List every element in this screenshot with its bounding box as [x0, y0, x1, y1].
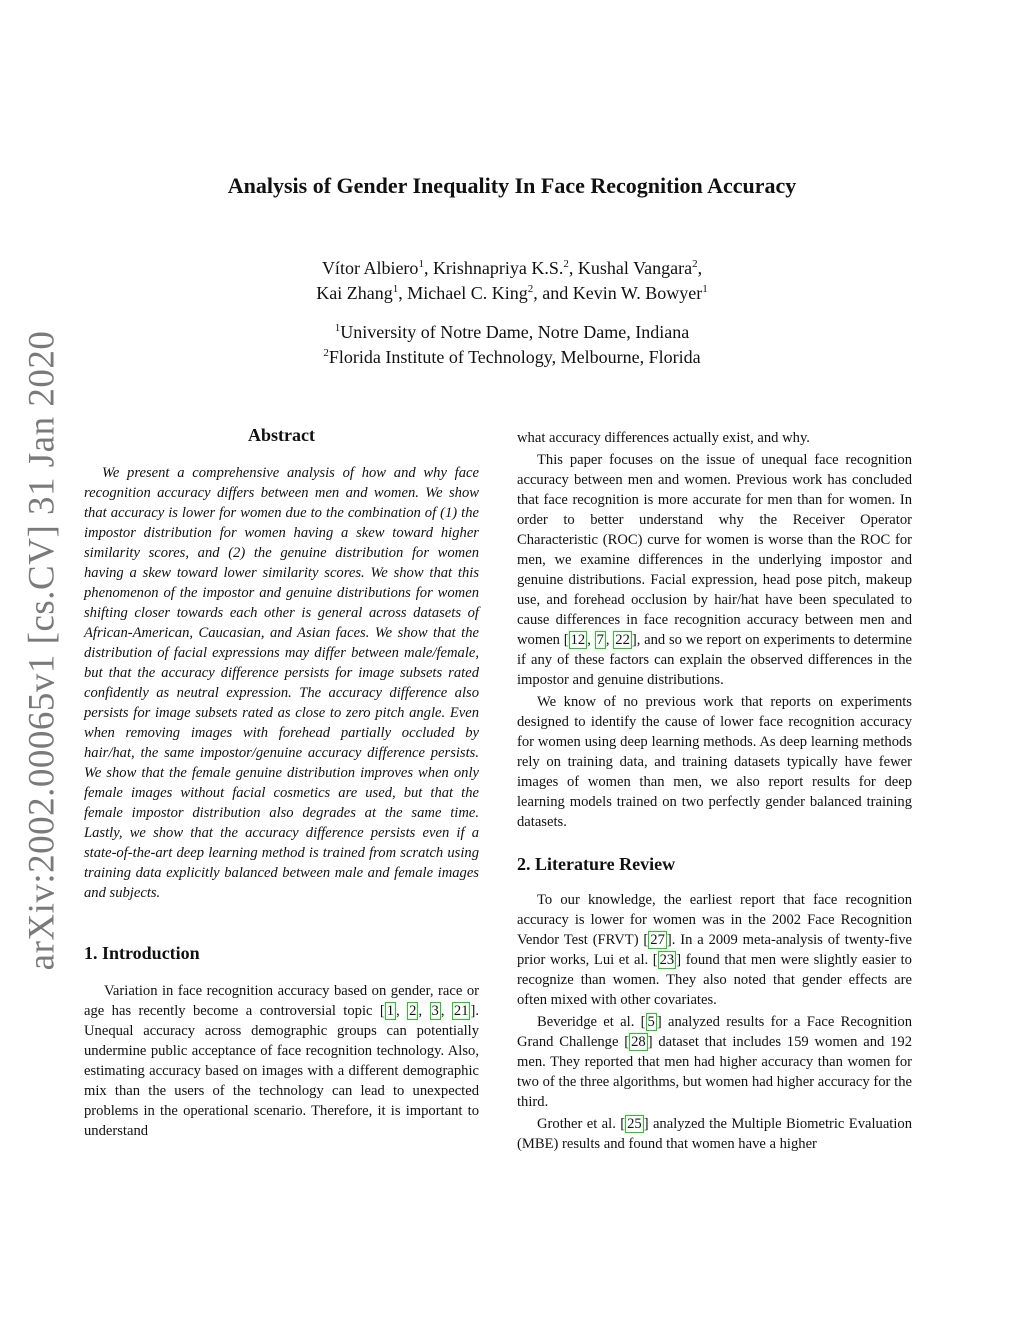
- intro-paragraph-2: This paper focuses on the issue of unequal face recognition accuracy between men and women. Previous work has concluded that face recognition is more accurate for men than for women. In order to better understand why the Receiver Operator Characteristic (ROC) curve for women is worse than the ROC for men, we examine differences in the underlying impostor and genuine distributions. Facial expression, head pose pitch, makeup use, and forehead occlusion by hair/hat have been speculated to cause differences in face recognition accuracy between men and women [ 12 , 7 , 22 ], and so we report on experiments to determine if any of these factors can explain the observed differences in the impostor and genuine distributions.: [517, 452, 912, 688]
- citation-link[interactable]: 5: [647, 1014, 655, 1030]
- affiliation-list: [0, 320, 1024, 370]
- author-line-2: [0, 281, 1024, 306]
- paragraph-text: ] found that men were slightly easier to recognize than women. They also noted that gender effects are often mixed with other covariates.: [517, 952, 912, 1008]
- section-heading-literature-review: 2. Literature Review: [517, 854, 676, 874]
- abstract-text: We present a comprehensive analysis of how and why face recognition accuracy differs between men and women. We show that accuracy is lower for women due to the combination of (1) the impostor distribution for women having a skew toward higher similarity scores, and (2) the genuine distribution for women having a skew toward lower similarity scores. We show that this phenomenon of the impostor and genuine distributions for women shifting closer towards each other is general across datasets of African-American, Caucasian, and Asian faces. We show that the distribution of facial expressions may differ between male/female, but that the accuracy difference persists for image subsets rated confidently as neutral expression. The accuracy difference also persists for image subsets rated as close to zero pitch angle. Even when removing images with forehead partially occluded by hair/hat, the same impostor/genuine accuracy difference persists. We show that the female genuine distribution improves when only female images without facial cosmetics are used, but that the female impostor distribution also degrades at the same time. Lastly, we show that the accuracy difference persists even if a state-of-the-art deep learning method is trained from scratch using training data explicitly balanced between male and female images and subjects.: [84, 465, 479, 901]
- arxiv-identifier-stamp: [21, 330, 63, 970]
- literature-paragraph-3: [517, 1114, 912, 1154]
- affil-text: Florida Institute of Technology, Melbourne, Florida: [328, 347, 701, 367]
- citation-link[interactable]: 28: [631, 1034, 646, 1050]
- left-column: [84, 425, 479, 1143]
- paragraph-text: This paper focuses on the issue of unequal face recognition accuracy between men and women. Previous work has concluded that face recognition is more accurate for men than for women. In order to better understand why the Receiver Operator Characteristic (ROC) curve for women is worse than the ROC for men, we examine differences in the underlying impostor and genuine distributions. Facial expression, head pose pitch, makeup use, and forehead occlusion by hair/hat have been speculated to cause differences in face recognition accuracy between men and women [: [517, 452, 912, 648]
- author-affil-mark: 1: [418, 258, 424, 270]
- citation-link[interactable]: 12: [570, 632, 586, 648]
- paper-title: Analysis of Gender Inequality In Face Recognition Accuracy: [227, 173, 797, 198]
- paragraph-text: ] dataset that includes 159 women and 192 men. They reported that men had higher accuracy than women for two of the three algorithms, but women had higher accuracy for the third.: [517, 1034, 913, 1110]
- author-affil-mark: 2: [692, 258, 698, 270]
- citation-link[interactable]: 25: [627, 1116, 642, 1132]
- intro-paragraph-1: Variation in face recognition accuracy based on gender, race or age has recently become a controversial topic [ 1 , 2 , 3 , 21 ]. Unequal accuracy across demographic groups can potentially undermine public acceptance of face recognition technology. Also, estimating accuracy based on images with a different demographic mix than the users of the technology can lead to unexpected problems in the operational scenario. Therefore, it is important to understand: [84, 983, 479, 1139]
- author-name: Kai Zhang: [316, 283, 393, 303]
- citation-link[interactable]: 21: [453, 1003, 469, 1019]
- paragraph-text: ], and so we report on experiments to determine if any of these factors can explain the observed differences in the impostor and genuine distributions.: [517, 632, 912, 688]
- paragraph-text: ]. Unequal accuracy across demographic groups can potentially undermine public acceptance of face recognition technology. Also, estimating accuracy based on images with a different demographic mix than the users of the technology can lead to unexpected problems in the operational scenario. Therefore, it is important to understand: [84, 1003, 479, 1139]
- right-column: [517, 428, 912, 1156]
- arxiv-identifier-text: arXiv:2002.00065v1 [cs.CV] 31 Jan 2020: [21, 330, 63, 970]
- paragraph-text: Variation in face recognition accuracy based on gender, race or age has recently become a controversial topic [: [84, 983, 479, 1019]
- author-affil-mark: 2: [563, 258, 569, 270]
- citation-link[interactable]: 27: [650, 932, 665, 948]
- affil-mark: 1: [334, 322, 341, 334]
- citation-link[interactable]: 3: [431, 1003, 439, 1019]
- author-name: , Krishnapriya K.S.: [423, 258, 564, 278]
- section-heading-introduction: 1. Introduction: [84, 943, 200, 963]
- author-name: , Michael C. King: [398, 283, 528, 303]
- paragraph-text: ] analyzed results for a Face Recognition Grand Challenge [: [517, 1014, 912, 1050]
- author-affil-mark: 1: [392, 283, 399, 295]
- intro-paragraph-1-continued: what accuracy differences actually exist, and why.: [517, 430, 810, 446]
- affil-text: University of Notre Dame, Notre Dame, Indiana: [340, 322, 690, 342]
- author-line-1: [0, 256, 1024, 281]
- paragraph-text: Beveridge et al. [: [537, 1014, 646, 1030]
- paragraph-text: Grother et al. [: [537, 1116, 626, 1132]
- author-name: , and Kevin W. Bowyer: [533, 283, 703, 303]
- citation-link[interactable]: 1: [386, 1003, 395, 1019]
- citation-link[interactable]: 23: [659, 952, 675, 968]
- paragraph-text: ] analyzed the Multiple Biometric Evaluation (MBE) results and found that women have a higher: [517, 1116, 912, 1152]
- abstract-heading: Abstract: [248, 425, 315, 445]
- paragraph-text: ]. In a 2009 meta-analysis of twenty-five prior works, Lui et al. [: [517, 932, 912, 968]
- literature-paragraph-1: [517, 890, 912, 1010]
- author-affil-mark: 2: [527, 283, 534, 295]
- affiliation-1: [0, 320, 1024, 345]
- author-separator: ,: [697, 258, 703, 278]
- citation-link[interactable]: 7: [596, 632, 604, 648]
- literature-paragraph-2: [517, 1012, 912, 1112]
- author-list: [0, 256, 1024, 306]
- citation-link[interactable]: 22: [615, 632, 630, 648]
- author-name: , Kushal Vangara: [568, 258, 693, 278]
- affil-mark: 2: [323, 347, 329, 359]
- intro-paragraph-3: We know of no previous work that reports on experiments designed to identify the cause of lower face recognition accuracy for women using deep learning methods. As deep learning methods rely on training data, and training datasets typically have fewer images of women than men, we also report results for deep learning models trained on two perfectly gender balanced training datasets.: [517, 694, 912, 830]
- citation-link[interactable]: 2: [409, 1003, 417, 1019]
- paragraph-text: To our knowledge, the earliest report that face recognition accuracy is lower for women was in the 2002 Face Recognition Vendor Test (FRVT) [: [517, 892, 912, 948]
- author-affil-mark: 1: [702, 283, 708, 295]
- author-name: Vítor Albiero: [321, 258, 419, 278]
- affiliation-2: [0, 345, 1024, 370]
